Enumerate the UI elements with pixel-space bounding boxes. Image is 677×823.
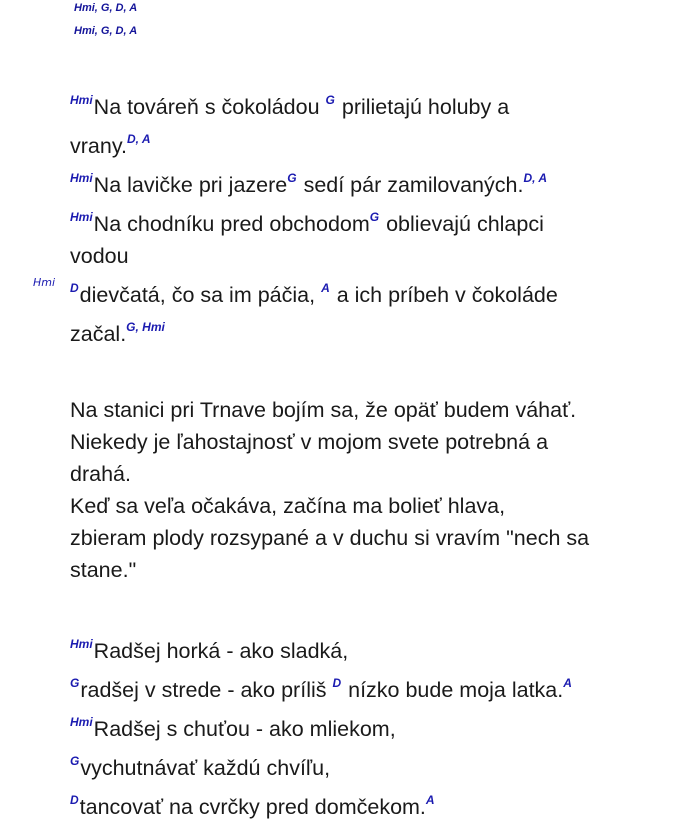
chord: D xyxy=(70,793,79,807)
verse2-line-3: drahá. xyxy=(70,462,131,486)
chord: Hmi xyxy=(70,171,93,185)
chord: G xyxy=(287,171,297,185)
chord: D, A xyxy=(523,171,548,185)
chord: A xyxy=(321,281,330,295)
lyric-text: vychutnávať každú chvíľu, xyxy=(80,756,331,780)
chorus-line-2 xyxy=(70,667,660,706)
lyric-text: dievčatá, čo sa im páčia, xyxy=(79,283,322,307)
chord: Hmi xyxy=(70,93,93,107)
lyric-text: Na lavičke pri jazere xyxy=(93,173,288,197)
lyric-text: vrany. xyxy=(70,134,127,158)
verse2-line-1: Na stanici pri Trnave bojím sa, že opäť budem váhať. xyxy=(70,398,577,422)
lyric-text: nízko bude moja latka. xyxy=(342,678,564,702)
chord: D, A xyxy=(126,132,151,146)
chorus-line-5 xyxy=(70,784,660,823)
chord: G xyxy=(70,754,80,768)
chord: A xyxy=(563,676,572,690)
chord: Hmi xyxy=(70,210,93,224)
lyrics xyxy=(70,84,660,823)
verse1-line-7 xyxy=(70,311,660,350)
lyric-text: Radšej s chuťou - ako mliekom, xyxy=(93,717,396,741)
chord: G xyxy=(325,93,335,107)
verse2-line-4: Keď sa veľa očakáva, začína ma bolieť hlava, xyxy=(70,494,506,518)
margin-chord-note: Hmi xyxy=(33,276,56,289)
verse1-line-6 xyxy=(70,272,660,311)
verse1-line-5 xyxy=(70,240,660,272)
verse1-line-3 xyxy=(70,162,660,201)
lyric-text: začal. xyxy=(70,322,127,346)
chord: G xyxy=(70,676,80,690)
lyric-text: Radšej horká - ako sladká, xyxy=(93,639,349,663)
lyric-text: prilietajú holuby a xyxy=(335,95,510,119)
chord: A xyxy=(425,793,435,807)
lyric-text: Na továreň s čokoládou xyxy=(93,95,326,119)
lyric-text: a ich príbeh v čokoláde xyxy=(330,283,558,307)
chorus-line-4 xyxy=(70,745,660,784)
lyric-text: tancovať na cvrčky pred domčekom. xyxy=(79,795,426,819)
chord: Hmi xyxy=(70,715,93,729)
intro-chords-line-2: Hmi, G, D, A xyxy=(74,25,138,37)
verse1-line-2 xyxy=(70,123,660,162)
lyric-text: oblievajú chlapci xyxy=(380,212,544,236)
intro-chords-line-1: Hmi, G, D, A xyxy=(74,2,138,14)
verse2-line-2: Niekedy je ľahostajnosť v mojom svete potrebná a xyxy=(70,430,549,454)
chorus-line-1 xyxy=(70,628,660,667)
verse1-line-1 xyxy=(70,84,660,123)
chorus-line-3 xyxy=(70,706,660,745)
verse2-line-6: stane." xyxy=(70,558,137,582)
verse2-line-5: zbieram plody rozsypané a v duchu si vravím "nech sa xyxy=(70,526,590,550)
lyric-text: vodou xyxy=(70,244,129,268)
chord: G, Hmi xyxy=(126,320,165,334)
chord: Hmi xyxy=(70,637,93,651)
lyric-text: radšej v strede - ako príliš xyxy=(80,678,333,702)
chord: D xyxy=(332,676,342,690)
chord: D xyxy=(70,281,79,295)
lyric-text: sedí pár zamilovaných. xyxy=(297,173,524,197)
verse1-line-4 xyxy=(70,201,660,240)
lyric-text: Na chodníku pred obchodom xyxy=(93,212,370,236)
chord: G xyxy=(369,210,380,224)
